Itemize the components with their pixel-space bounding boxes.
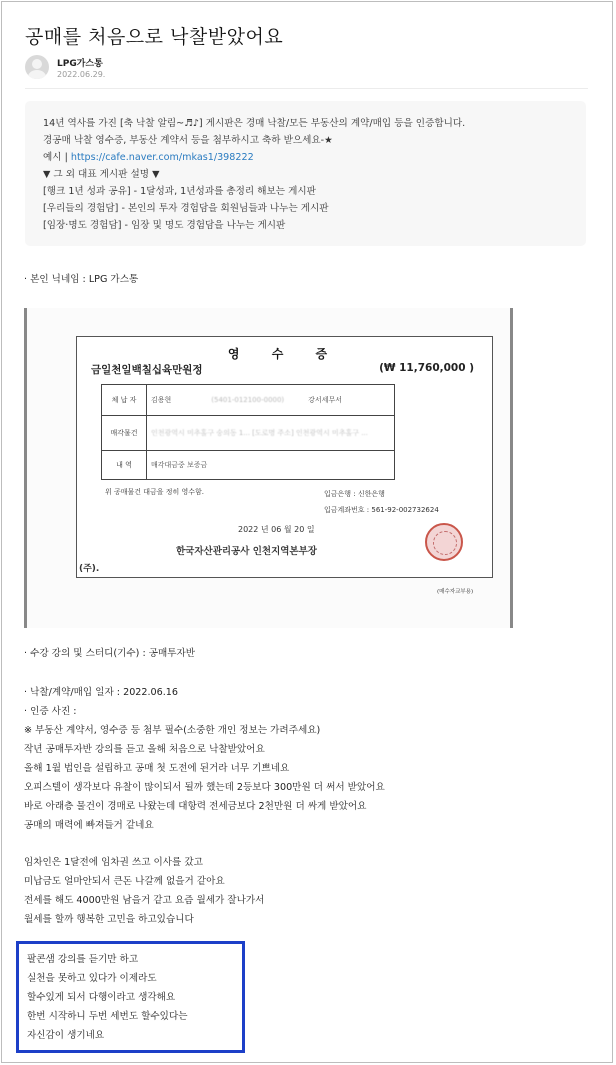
highlighted-text-box [16, 941, 245, 1053]
receipt-document [76, 336, 493, 578]
highlight-line: 자신감이 생기네요 [27, 1030, 105, 1041]
receipt-amount-text: 금일천일백칠십육만원정 [91, 364, 203, 376]
receipt-row [102, 450, 394, 479]
post-date: 2022.06.29. [57, 70, 106, 79]
receipt-date: 2022 년 06 월 20 일 [238, 525, 315, 534]
official-seal-icon [425, 523, 463, 561]
post-title: 공매를 처음으로 낙찰받았어요 [25, 26, 284, 48]
nickname-line: · 본인 닉네임 : LPG 가스통 [24, 274, 139, 285]
notice-line: ▼ 그 외 대표 게시판 설명 ▼ [43, 169, 160, 180]
body-line: 전세를 해도 4000만원 남을거 같고 요즘 월세가 잘나가서 [24, 895, 265, 906]
body-line: · 낙찰/계약/매입 일자 : 2022.06.16 [24, 687, 179, 698]
body-line: 공매의 매력에 빠져들거 같네요 [24, 820, 154, 831]
body-line: 월세를 할까 행복한 고민을 하고있습니다 [24, 914, 194, 925]
header-divider [25, 88, 588, 89]
receipt-row [102, 415, 394, 450]
receipt-value [147, 385, 394, 415]
receipt-label: 체 납 자 [102, 385, 147, 415]
receipt-debtor-id: (5401-012100-0000) [211, 396, 285, 404]
body-line: · 인증 사진 : [24, 706, 77, 717]
body-line: 미납금도 얼마안되서 큰돈 나갈께 없을거 같아요 [24, 876, 225, 887]
receipt-company: (주). [79, 564, 100, 574]
notice-example [43, 149, 568, 166]
notice-line: [우리들의 경험담] - 본인의 투자 경험담을 회원님들과 나누는 게시판 [43, 203, 329, 214]
notice-line: 14년 역사를 가진 [축 낙찰 알림~♬♪] 게시판은 경매 낙찰/모든 부동산의 계약/매입 등을 인증합니다. [43, 118, 466, 129]
highlight-line: 할수있게 되서 다행이라고 생각해요 [27, 992, 176, 1003]
receipt-footnote: (매수자교부용) [437, 589, 474, 595]
notice-line: 경공매 낙찰 영수증, 부동산 계약서 등을 첨부하시고 축하 받으세요-★ [43, 135, 333, 146]
body-line: 작년 공매투자반 강의를 듣고 올해 처음으로 낙찰받았어요 [24, 744, 265, 755]
receipt-debtor: 김용현 [151, 396, 172, 404]
notice-line: [행크 1년 성과 공유] - 1달성과, 1년성과를 총정리 해보는 게시판 [43, 186, 316, 197]
author-name[interactable]: LPG가스통 [57, 59, 103, 69]
receipt-value: 매각대금중 보증금 [151, 461, 208, 469]
highlight-line: 팔콘샘 강의를 듣기만 하고 [27, 954, 139, 965]
body-line: 바로 아래층 물건이 경매로 나왔는데 대항력 전세금보다 2천만원 더 싸게 받았어요 [24, 801, 367, 812]
author-avatar-icon[interactable] [25, 55, 49, 79]
body-line: 임차인은 1달전에 임차권 쓰고 이사를 갔고 [24, 857, 203, 868]
body-line: 오피스텔이 생각보다 유찰이 많이되서 될까 했는데 2등보다 300만원 더 써서 받았어요 [24, 782, 385, 793]
board-notice [25, 101, 586, 246]
body-line: 올해 1월 법인을 설립하고 공매 첫 도전에 된거라 너무 기쁘네요 [24, 763, 290, 774]
receipt-image[interactable] [24, 308, 513, 628]
course-line: · 수강 강의 및 스터디(기수) : 공매투자반 [24, 648, 196, 659]
receipt-tax-office: 강서세무서 [308, 396, 342, 404]
highlight-line: 실천을 못하고 있다가 이제라도 [27, 973, 157, 984]
receipt-label: 매각물건 [102, 416, 147, 450]
receipt-issuer: 한국자산관리공사 인천지역본부장 [176, 546, 317, 557]
notice-line: [임장·명도 경험담] - 임장 및 명도 경험담을 나누는 게시판 [43, 220, 286, 231]
highlight-line: 한번 시작하니 두번 세번도 할수있다는 [27, 1011, 188, 1022]
receipt-label: 내 역 [102, 451, 147, 479]
receipt-value: 인천광역시 미추홀구 숭의동 1... [도로명 주소] 인천광역시 미추홀구 ... [151, 429, 368, 437]
receipt-confirm: 위 공매물건 대금을 정히 영수함. [105, 488, 205, 496]
example-label: 예시 | [43, 152, 71, 163]
receipt-account: 입금계좌번호 : 561-92-002732624 [324, 506, 439, 514]
receipt-bank: 입금은행 : 신한은행 [324, 490, 385, 498]
receipt-table [101, 384, 395, 480]
example-link[interactable]: https://cafe.naver.com/mkas1/398222 [70, 152, 254, 163]
body-line: ※ 부동산 계약서, 영수증 등 첨부 필수(소중한 개인 정보는 가려주세요) [24, 725, 321, 736]
receipt-row [102, 385, 394, 415]
receipt-amount-number: (₩ 11,760,000 ) [379, 362, 474, 374]
receipt-title: 영 수 증 [227, 347, 342, 361]
